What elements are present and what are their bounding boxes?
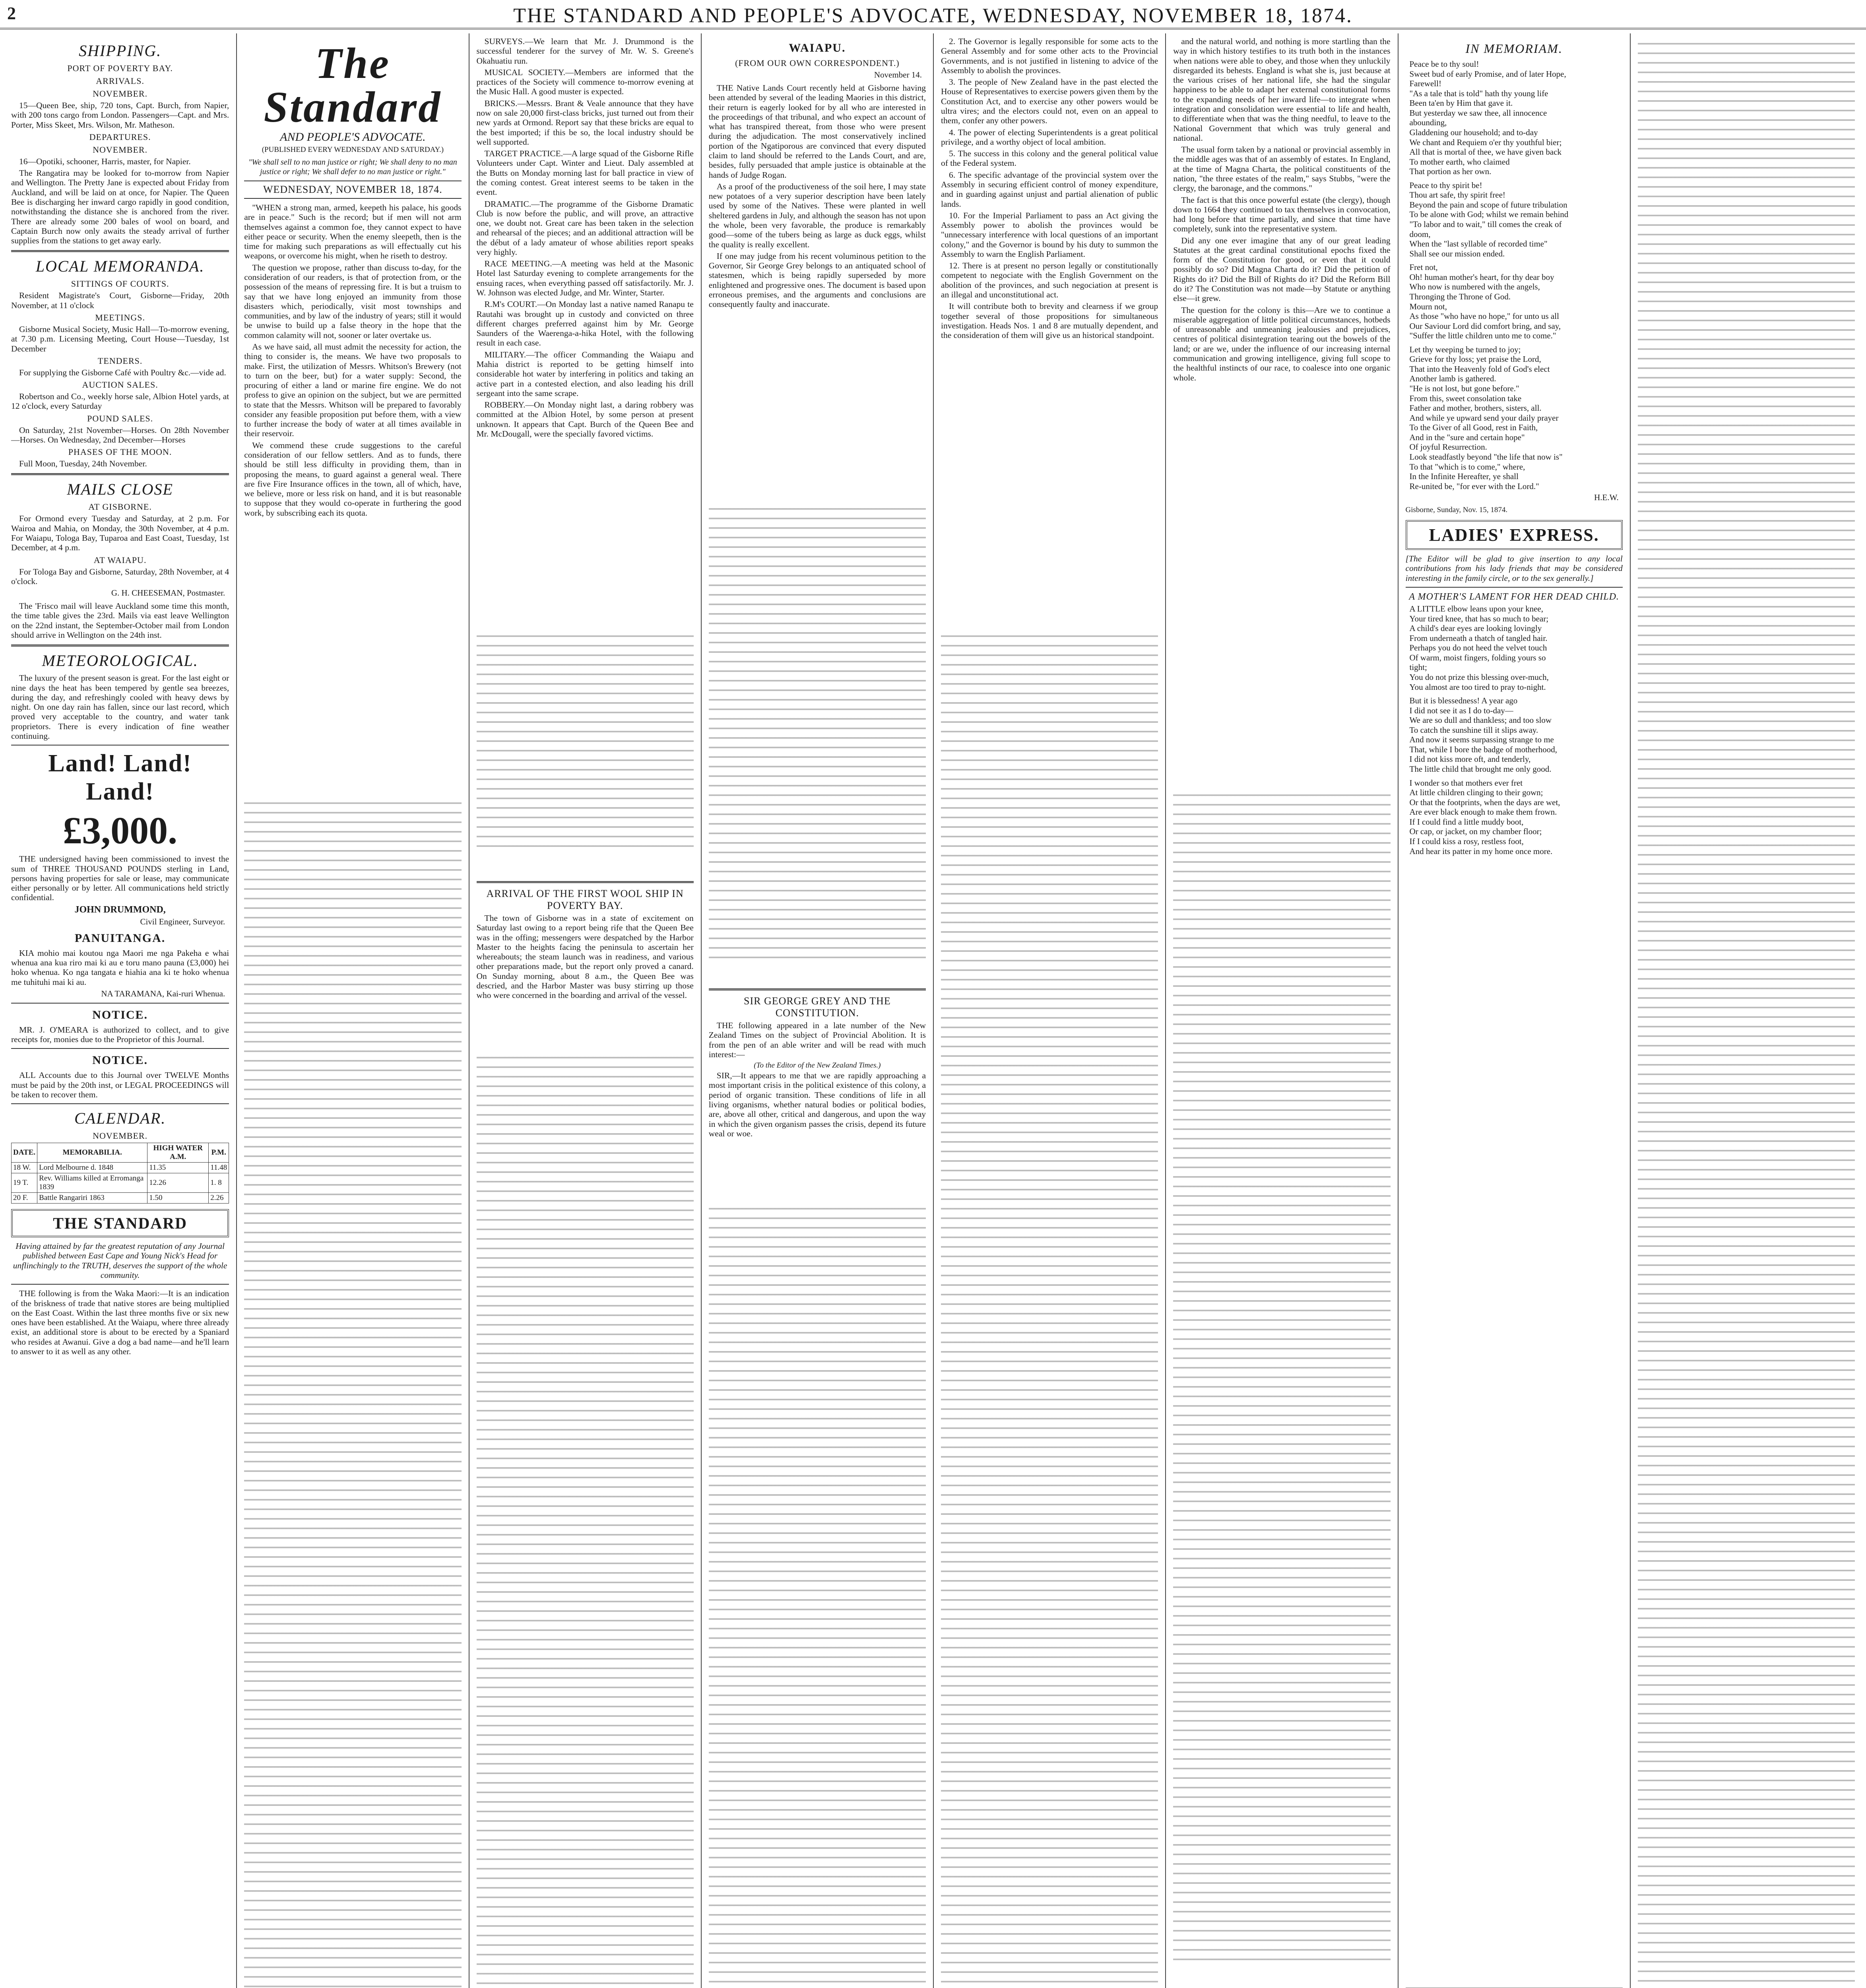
news-item: RACE MEETING.—A meeting was held at the Masonic Hotel last Saturday evening to complete arrangements for the ensuing races, when everything passed off satisfactorily. Mr. J. W. Johnson was elected Judge, and Mr. Winter, Starter. bbox=[476, 259, 694, 298]
panui-text: KIA mohio mai koutou nga Maori me nga Pakeha e whai whenua ana kua riro mai ki au e toru mano pauna (£3,000) hei hoko whenua. Ko nga tangata e hiahia ana ki te hoko whenua me tuhituhi mai ki au. bbox=[11, 948, 229, 987]
waiapu-from: (FROM OUR OWN CORRESPONDENT.) bbox=[735, 58, 900, 68]
notice-text: MR. J. O'MEARA is authorized to collect, and to give receipts for, monies due to the Proprietor of this Journal. bbox=[11, 1025, 229, 1044]
meteorological-text: The luxury of the present season is great. For the last eight or nine days the heat has been tempered by gentle sea breezes, during the day, and refreshingly cooled with heavy dews by night. On one day rain has fallen, since our last record, which proved very acceptable to the country, and water tank proprietors. There is every indication of fine weather continuing. bbox=[11, 673, 229, 741]
poem-line: As those "who have no hope," for unto us all bbox=[1409, 311, 1559, 321]
poem-line: You almost are too tired to pray to-night. bbox=[1409, 682, 1546, 692]
lament-poem-stanza bbox=[1410, 778, 1623, 856]
table-header-cell: MEMORABILIA. bbox=[37, 1143, 147, 1163]
poem-line: I did not see it as I do to-day— bbox=[1409, 705, 1513, 715]
poem-line: Thronging the Throne of God. bbox=[1409, 291, 1511, 301]
auction-text: Robertson and Co., weekly horse sale, Albion Hotel yards, at 12 o'clock, every Saturday bbox=[11, 392, 229, 411]
poem-line: The little child that brought me only good. bbox=[1409, 764, 1552, 774]
news-item: R.M's COURT.—On Monday last a native named Ranapu te Rautahi was brought up in custody and convicted on three different charges preferred against him by Mr. George Saunders of the Waerenga-a-hika Hotel, with the following result in each case. bbox=[476, 299, 694, 348]
poem-line: All that is mortal of thee, we have given back bbox=[1409, 147, 1562, 157]
column-5 bbox=[933, 33, 1165, 1988]
column-7 bbox=[1398, 33, 1630, 1988]
body-text-block bbox=[1638, 37, 1855, 1988]
calendar-month: NOVEMBER. bbox=[93, 1131, 148, 1141]
poem-line: To be alone with God; whilst we remain behind bbox=[1409, 210, 1569, 219]
departures-month: NOVEMBER. bbox=[93, 144, 148, 155]
meteorological-heading: METEOROLOGICAL. bbox=[42, 652, 198, 670]
memoriam-date: Gisborne, Sunday, Nov. 15, 1874. bbox=[1405, 506, 1508, 514]
poem-line: abounding, bbox=[1409, 118, 1447, 128]
body-text-block bbox=[709, 1202, 926, 1988]
poem-line: Our Saviour Lord did comfort bring, and say, bbox=[1409, 321, 1561, 331]
poem-line: Been ta'en by Him that gave it. bbox=[1409, 98, 1513, 108]
poem-line: Mourn not, bbox=[1409, 301, 1447, 311]
poem-line: When the "last syllable of recorded time" bbox=[1409, 239, 1548, 249]
sittings-heading: SITTINGS OF COURTS. bbox=[71, 279, 169, 289]
body-text-block bbox=[1406, 1982, 1623, 1988]
table-cell: 11.48 bbox=[209, 1163, 229, 1173]
poem-line: In the Infinite Hereafter, ye shall bbox=[1409, 472, 1519, 481]
poem-line: Thou art safe, thy spirit free! bbox=[1409, 190, 1505, 200]
poem-line: Your tired knee, that has so much to bear; bbox=[1409, 613, 1549, 623]
column-8 bbox=[1630, 33, 1862, 1988]
divider bbox=[11, 250, 229, 252]
tenders-heading: TENDERS. bbox=[97, 355, 143, 366]
table-cell: 2.26 bbox=[209, 1193, 229, 1204]
grey-intro: THE following appeared in a late number of the New Zealand Times on the subject of Provincial Abolition. It is from the pen of an able writer and will be read with much interest:— bbox=[708, 1021, 926, 1059]
poem-line: doom, bbox=[1409, 229, 1431, 239]
body-text-block bbox=[941, 630, 1158, 1984]
table-header-row bbox=[12, 1143, 229, 1163]
divider bbox=[11, 1103, 229, 1104]
editorial-dateline: WEDNESDAY, NOVEMBER 18, 1874. bbox=[244, 181, 461, 199]
article-paragraph: Did any one ever imagine that any of our great leading Statutes at the great cardinal constitutional epochs fixed the form of the Constitution for good, or even that it could possibly do so? Did Magna Charta do it? Did the petition of Rights do it? Did the Bill of Rights do it? Did the Reform Bill do it? The Constitution was not made—by Statute or anything else—it grew. bbox=[1173, 235, 1391, 303]
poem-line: Are ever black enough to make them frown. bbox=[1409, 807, 1557, 817]
wool-ship-text: The town of Gisborne was in a state of excitement on Saturday last owing to a report being rife that the Queen Bee was in the offing; messengers were despatched by the Harbor Master to the heights facing the peninsula to ascertain her whereabouts; the steam launch was in readiness, and various other preparations made, but the report only proved a canard. On Sunday morning, about 8 a.m., the Queen Bee was descried, and the Harbor Master was busy stirring up those who were concerned in the boarding and arrival of the vessel. bbox=[476, 913, 694, 1000]
poem-line: Sweet bud of early Promise, and of later Hope, bbox=[1409, 69, 1566, 79]
poem-line: "To labor and to wait," till comes the creak of bbox=[1409, 219, 1562, 229]
leader-paragraph: We commend these crude suggestions to the careful consideration of our fellow settlers. And as to funds, there should be still less difficulty in providing them, than in proposing the means, to guard against a general weal. There are five Fire Insurance offices in the town, all of which, have, we believe, more or less risk on hand, and it is but reasonable to suppose that they would co-operate in furthering the good work, by subscribing each its quota. bbox=[244, 440, 462, 518]
table-cell: Rev. Williams killed at Erromanga 1839 bbox=[37, 1173, 147, 1193]
table-cell: Lord Melbourne d. 1848 bbox=[37, 1163, 147, 1173]
table-cell: 19 T. bbox=[12, 1173, 37, 1193]
masthead-title: The Standard bbox=[264, 39, 442, 131]
masthead-motto: "We shall sell to no man justice or right; We shall deny to no man justice or right; We shall defer to no man justice or right." bbox=[248, 158, 457, 176]
article-text: THE following is from the Waka Maori:—It is an indication of the briskness of trade that native stores are being multiplied on the East Coast. Within the last three months five or six new ones have been established. At the Waiapu, where three already exist, an additional store is about to be erected by a Spaniard who resides at Awanui. Give a dog a bad name—and he'll learn to answer to it as well as any other. bbox=[11, 1289, 229, 1356]
column-4 bbox=[701, 33, 933, 1988]
poem-line: To that "which is to come," where, bbox=[1409, 462, 1525, 472]
leader-paragraph: The question we propose, rather than discuss to-day, for the consideration of our readers, is that of protection from, or the possession of the means of repressing fire. It is but a truism to say that we have long enjoyed an immunity from those disasters which, periodically, visit most townships and communities, and by law of the industry of years; still it would be unwise to build up a false theory in the hope that the common calamity will not, sooner or later overtake us. bbox=[244, 262, 462, 340]
table-cell: Battle Rangariri 1863 bbox=[37, 1193, 147, 1204]
poem-line: You do not prize this blessing over-much, bbox=[1409, 672, 1549, 682]
divider bbox=[11, 473, 229, 475]
departure-entry: 16—Opotiki, schooner, Harris, master, for Napier. bbox=[19, 156, 191, 166]
news-item: ROBBERY.—On Monday night last, a daring robbery was committed at the Albion Hotel, by some person at present unknown. It appears that Capt. Burch of the Queen Bee and Mr. McDougall, were the specially favored victims. bbox=[476, 400, 694, 439]
table-cell: 1.50 bbox=[147, 1193, 209, 1204]
memoriam-poem-stanza bbox=[1410, 181, 1623, 259]
divider bbox=[11, 1003, 229, 1004]
column-1 bbox=[4, 33, 236, 1988]
notice-text: ALL Accounts due to this Journal over TWELVE Months must be paid by the 20th inst, or LEGAL PROCEEDINGS will be taken to recover them. bbox=[11, 1070, 229, 1099]
article-paragraph: The question for the colony is this—Are we to continue a miserable aggregation of little political circumstances, hotbeds of unreasonable and unmeaning jealousies and prejudices, centres of political disintegration tearing out the bowels of the land; or are we, under the influence of our increasing internal communication and growing intelligence, giving full scope to the healthful instincts of our race, to coalesce into one organic whole. bbox=[1173, 305, 1391, 382]
table-row bbox=[12, 1173, 229, 1193]
waiapu-paragraph: THE Native Lands Court recently held at Gisborne having been attended by several of the leading Maories in this district, their return is eagerly looked for by all who are interested in the proceedings of that tribunal, and who expect an account of what has transpired thereat, from those who were present during the adjudication. The most conservatively inclined portion of the Ngatiporous are convinced that every disputed claim to land should be referred to the Lands Court, and are, besides, fully persuaded that ample justice is obtainable at the hands of Judge Rogan. bbox=[708, 83, 926, 180]
land-ad-banner: Land! Land! Land! bbox=[48, 750, 192, 806]
notice-heading: NOTICE. bbox=[92, 1008, 148, 1021]
divider bbox=[477, 881, 694, 883]
poem-line: We chant and Requiem o'er thy youthful bier; bbox=[1409, 137, 1562, 147]
leader-paragraph: As we have said, all must admit the necessity for action, the thing to consider is, the means. We have two proposals to make. First, the utilization of Messrs. Whitson's Brewery (not to turn on the beer, but) for a water supply: Second, the procuring of either a land or marine fire engine. We do not profess to give an opinion on the subject, but we are permitted to state that the Messrs. Whitson will be prepared to favorably consider any feasible proposition put before them, with a view to further increase the body of water at all times available in their reservoir. bbox=[244, 342, 462, 439]
lament-poem-stanza bbox=[1410, 696, 1623, 774]
divider bbox=[11, 645, 229, 646]
meetings-heading: MEETINGS. bbox=[95, 312, 145, 322]
mails-waiapu-heading: AT WAIAPU. bbox=[93, 555, 147, 565]
port-heading: PORT OF POVERTY BAY. bbox=[67, 63, 173, 73]
body-text-block bbox=[1173, 789, 1390, 1968]
body-text-block bbox=[477, 630, 694, 855]
divider bbox=[11, 1284, 229, 1285]
auction-heading: AUCTION SALES. bbox=[82, 380, 158, 390]
poem-line: Peace to thy spirit be! bbox=[1409, 180, 1482, 190]
table-cell: 12.26 bbox=[147, 1173, 209, 1193]
departures-heading: DEPARTURES. bbox=[89, 132, 151, 142]
pound-heading: POUND SALES. bbox=[87, 413, 153, 423]
waiapu-paragraph: If one may judge from his recent voluminous petition to the Governor, Sir George Grey belongs to an antiquated school of statesmen, which is being rapidly superseded by more enlightened and progressive ones. The document is based upon erroneous premises, and the arguments and conclusions are consequently faulty and inaccurate. bbox=[708, 251, 926, 309]
land-ad-text: THE undersigned having been commissioned to invest the sum of THREE THOUSAND POUNDS sterling in Land, persons having properties for sale or lease, may communicate either personally or by letter. All communications held strictly confidential. bbox=[11, 854, 229, 903]
page-header-title: THE STANDARD AND PEOPLE'S ADVOCATE, WEDNESDAY, NOVEMBER 18, 1874. bbox=[513, 4, 1353, 27]
table-cell: 1. 8 bbox=[209, 1173, 229, 1193]
column-6 bbox=[1165, 33, 1397, 1988]
news-item: SURVEYS.—We learn that Mr. J. Drummond is the successful tenderer for the survey of Mr. W. S. Greene's Okahuatiu run. bbox=[476, 37, 694, 66]
poem-line: Peace be to thy soul! bbox=[1409, 59, 1479, 69]
poem-line: But it is blessedness! A year ago bbox=[1409, 696, 1518, 706]
table-cell: 11.35 bbox=[147, 1163, 209, 1173]
standard-banner: THE STANDARD bbox=[11, 1209, 229, 1237]
table-cell: 18 W. bbox=[12, 1163, 37, 1173]
poem-line: "He is not lost, but gone before." bbox=[1409, 384, 1519, 393]
pound-text: On Saturday, 21st November—Horses. On 28th November—Horses. On Wednesday, 2nd December—Horses bbox=[11, 425, 229, 445]
divider bbox=[11, 745, 229, 746]
poem-line: At little children clinging to their gown; bbox=[1409, 788, 1543, 798]
poem-line: Of joyful Resurrection. bbox=[1409, 442, 1487, 452]
table-header-cell: DATE. bbox=[12, 1143, 37, 1163]
news-item: MUSICAL SOCIETY.—Members are informed that the practices of the Society will commence to-morrow evening at the Music Hall. A good muster is expected. bbox=[476, 67, 694, 97]
ladies-express-banner: LADIES' EXPRESS. bbox=[1406, 520, 1623, 550]
poem-line: To catch the sunshine till it slips away. bbox=[1409, 725, 1538, 735]
meetings-text: Gisborne Musical Society, Music Hall—To-morrow evening, at 7.30 p.m. Licensing Meeting, Court House—Tuesday, 1st December bbox=[11, 324, 229, 353]
poem-line: That, while I bore the badge of motherhood, bbox=[1409, 744, 1557, 754]
moon-text: Full Moon, Tuesday, 24th November. bbox=[19, 459, 147, 469]
grey-editor-line: (To the Editor of the New Zealand Times.) bbox=[754, 1061, 881, 1070]
poem-line: Farewell! bbox=[1409, 79, 1441, 89]
body-text-block bbox=[477, 1051, 694, 1988]
poem-line: A LITTLE elbow leans upon your knee, bbox=[1409, 604, 1543, 614]
grey-heading: SIR GEORGE GREY AND THE CONSTITUTION. bbox=[744, 995, 891, 1019]
grey-constitution-article bbox=[709, 984, 926, 1140]
poem-line: Perhaps you do not heed the velvet touch bbox=[1409, 643, 1547, 653]
arrival-entry: 15—Queen Bee, ship, 720 tons, Capt. Burch, from Napier, with 200 tons cargo from London. Passengers—Capt. and Mrs. Porter, Miss Skeet, Mrs. Wilson, Mr. Matheson. bbox=[11, 101, 229, 130]
poem-line: Grieve for thy loss; yet praise the Lord, bbox=[1409, 354, 1541, 364]
publication-schedule: (PUBLISHED EVERY WEDNESDAY AND SATURDAY.) bbox=[262, 146, 444, 154]
poem-line: Let thy weeping be turned to joy; bbox=[1409, 344, 1521, 354]
grey-paragraph: SIR,—It appears to me that we are rapidly approaching a most important crisis in the political existence of this colony, a period of organic transition. These conditions of life in all living organisms, whether natural bodies or political bodies, are, above all other, critical and dangerous, and upon the way in which the given organism passes the crisis, depend its future weal or woe. bbox=[708, 1071, 926, 1138]
masthead-subtitle: AND PEOPLE'S ADVOCATE. bbox=[280, 130, 426, 144]
news-item: MILITARY.—The officer Commanding the Waiapu and Mahia district is reported to be getting himself into considerable hot water by interfering in politics and taking an active part in a contested election, and also leading his drill sergeant into the same scrape. bbox=[476, 349, 694, 398]
memoriam-signature: H.E.W. bbox=[1594, 493, 1619, 503]
poem-line: Or that the footprints, when the days are wet, bbox=[1409, 797, 1560, 807]
shipping-heading: SHIPPING. bbox=[79, 42, 162, 60]
poem-line: That portion as her own. bbox=[1409, 167, 1492, 177]
column-2 bbox=[236, 33, 468, 1988]
frisco-note: The 'Frisco mail will leave Auckland some time this month, the time table gives the 23rd. Mails via east leave Wellington on the 22nd instant, the September-October mail from London should arrive in Wellington on the 24th inst. bbox=[11, 601, 229, 640]
memoriam-poem-stanza bbox=[1410, 345, 1623, 491]
news-item: DRAMATIC.—The programme of the Gisborne Dramatic Club is now before the public, and will prove, an attractive one, we doubt not. Great care has been taken in the selection and rehearsal of the pieces; and an additional attraction will be the début of a lady amateur of whose abilities report speaks very highly. bbox=[476, 199, 694, 257]
waiapu-heading: WAIAPU. bbox=[789, 41, 846, 54]
calendar-table bbox=[11, 1143, 229, 1204]
poem-line: That into the Heavenly fold of God's elect bbox=[1409, 364, 1550, 374]
poem-line: Who now is numbered with the angels, bbox=[1409, 282, 1540, 292]
poem-line: From underneath a thatch of tangled hair. bbox=[1409, 633, 1548, 643]
mails-heading: MAILS CLOSE bbox=[67, 480, 173, 499]
table-header-cell: HIGH WATER A.M. bbox=[147, 1143, 209, 1163]
poem-line: And now it seems surpassing strange to me bbox=[1409, 735, 1554, 745]
poem-line: Shall see our mission ended. bbox=[1409, 248, 1505, 258]
divider bbox=[11, 1048, 229, 1049]
wool-ship-article bbox=[477, 876, 694, 1002]
poem-line: If I could find a little muddy boot, bbox=[1409, 817, 1524, 827]
poem-line: Or cap, or jacket, on my chamber floor; bbox=[1409, 827, 1542, 837]
lament-heading: A MOTHER'S LAMENT FOR HER DEAD CHILD. bbox=[1409, 592, 1619, 602]
article-paragraph: It will contribute both to brevity and clearness if we group together several of those propositions for simultaneous investigation. Heads Nos. 1 and 8 are mutually dependent, and the consideration of them will give us an historical standpoint. bbox=[941, 301, 1158, 340]
divider bbox=[1406, 587, 1623, 588]
leader-paragraph: "WHEN a strong man, armed, keepeth his palace, his goods are in peace." Such is the record; but if men will not arm themselves against a common foe, they cannot expect to have either peace or security. When the enemy sleepeth, then is the time for making such preparations as will effectually cut his weapons, or overcome his might, when he riseth to destroy. bbox=[244, 203, 462, 261]
article-paragraph: 3. The people of New Zealand have in the past elected the House of Representatives to exercise powers given them by the Constitution Act, and to exercise any other powers would be ultra vires; and the electors could not, even on an appeal to them, confer any other powers. bbox=[941, 77, 1158, 126]
memoriam-poem-stanza bbox=[1410, 59, 1623, 177]
panui-heading: PANUITANGA. bbox=[74, 931, 166, 945]
poem-line: But yesterday we saw thee, all innocence bbox=[1409, 108, 1547, 118]
mails-gisborne-heading: AT GISBORNE. bbox=[88, 502, 152, 512]
poem-line: Fret not, bbox=[1409, 262, 1438, 272]
news-item: BRICKS.—Messrs. Brant & Veale announce that they have now on sale 20,000 first-class bricks, just turned out from their new yards at Ormond. Report say that these bricks are equal to the best imported; if this be so, the local industry should be well supported. bbox=[476, 98, 694, 147]
table-cell: 20 F. bbox=[12, 1193, 37, 1204]
sittings-text: Resident Magistrate's Court, Gisborne—Friday, 20th November, at 11 o'clock bbox=[11, 291, 229, 310]
arrivals-month: NOVEMBER. bbox=[93, 89, 148, 99]
ladies-express-note: [The Editor will be glad to give insertion to any local contributions from his lady friends that may be considered interesting in the family circle, or to the sex generally.] bbox=[1405, 554, 1623, 583]
news-item: TARGET PRACTICE.—A large squad of the Gisborne Rifle Volunteers under Capt. Winter and Lieut. Daly assembled at the Butts on Monday morning last for ball practice in view of the coming contest. Great interest seems to be taken in the event. bbox=[476, 149, 694, 197]
wool-ship-heading: ARRIVAL OF THE FIRST WOOL SHIP IN POVERTY BAY. bbox=[486, 888, 684, 911]
poem-line: Re-united be, "for ever with the Lord." bbox=[1409, 481, 1539, 491]
article-paragraph: 12. There is at present no person legally or constitutionally competent to negociate with the English Government on the abolition of the provinces, and such negociation at present is an illegal and unconstitutional act. bbox=[941, 261, 1158, 300]
local-memoranda-heading: LOCAL MEMORANDA. bbox=[35, 257, 205, 276]
article-paragraph: 2. The Governor is legally responsible for some acts to the General Assembly and for some other acts to the Provincial Governments, and is not justified in listening to advice of the Assembly to abolish the provinces. bbox=[941, 37, 1158, 75]
poem-line: Look steadfastly beyond "the life that now is" bbox=[1409, 452, 1563, 462]
page-number: 2 bbox=[7, 4, 16, 23]
table-header-cell: P.M. bbox=[209, 1143, 229, 1163]
poem-line: I wonder so that mothers ever fret bbox=[1409, 778, 1523, 788]
divider bbox=[709, 988, 926, 990]
poem-line: Another lamb is gathered. bbox=[1409, 374, 1496, 384]
article-paragraph: and the natural world, and nothing is more startling than the way in which history testifies to its truth both in the instances when nations were able to obey, and those when they unluckily disregarded its behests. England is what she is, just because at the various crises of her national life, she had the singular happiness to be able to adapt her external constitutional forms to the expanding needs of her inward life—to integrate when integration and consolidation were essential to life and health, to differentiate when that was the thing needful, to leave to the National Government that which was truly general and national. bbox=[1173, 37, 1391, 143]
land-ad-signature: JOHN DRUMMOND, bbox=[74, 904, 166, 915]
body-text-block bbox=[709, 503, 926, 966]
poem-line: Gladdening our household; and to-day bbox=[1409, 127, 1538, 137]
tenders-text: For supplying the Gisborne Café with Poultry &c.—vide ad. bbox=[19, 367, 226, 377]
article-paragraph: The fact is that this once powerful estate (the clergy), though down to 1664 they continued to tax themselves in convocation, had long before that time partially, and since that time have completely, sunk into the representative system. bbox=[1173, 195, 1391, 234]
standard-tagline: Having attained by far the greatest reputation of any Journal published between East Cape and Young Nick's Head for unflinchingly to the TRUTH, deserves the support of the whole community. bbox=[13, 1241, 227, 1280]
page-header bbox=[0, 0, 1866, 29]
memoriam-heading: IN MEMORIAM. bbox=[1465, 41, 1563, 56]
poem-line: And while ye upward send your daily prayer bbox=[1409, 413, 1559, 423]
poem-line: To mother earth, who claimed bbox=[1409, 157, 1510, 167]
shipping-note: The Rangatira may be looked for to-morrow from Napier and Wellington. The Pretty Jane is expected about Friday from Auckland, and will be laid on at once, for Napier. The Queen Bee is discharging her inward cargo rapidly in good condition, notwithstanding the distance she is anchored from the river. There are already some 200 bales of wool on board, and Captain Burch now only awaits the steady arrival of further supplies from the stations to get away early. bbox=[11, 168, 229, 246]
postmaster-signature: G. H. CHEESEMAN, Postmaster. bbox=[111, 588, 225, 598]
panui-signature: NA TARAMANA, Kai-ruri Whenua. bbox=[101, 988, 225, 998]
poem-line: "Suffer the little children unto me to come." bbox=[1409, 331, 1556, 341]
mails-text: For Ormond every Tuesday and Saturday, at 2 p.m. For Wairoa and Mahia, on Monday, the 30th November, at 4 p.m. For Waiapu, Tologa Bay, Tuparoa and East Coast, Tuesday, 1st December, at 4 p.m. bbox=[11, 514, 229, 553]
poem-line: Father and mother, brothers, sisters, all. bbox=[1409, 403, 1542, 413]
poem-line: From this, sweet consolation take bbox=[1409, 393, 1522, 403]
waiapu-date: November 14. bbox=[874, 70, 922, 80]
waiapu-paragraph: As a proof of the productiveness of the soil here, I may state new potatoes of a very superior description have been lately used by some of the Natives. These were planted in well sheltered gardens in July, and although the season has not upon the whole, been very favorable, the produce is remarkably good—some of the tubers being as large as duck eggs, whilst the quality is really excellent. bbox=[708, 181, 926, 249]
memoriam-poem-stanza bbox=[1410, 262, 1623, 341]
poem-line: And hear its patter in my home once more. bbox=[1409, 846, 1553, 856]
article-paragraph: The usual form taken by a national or provincial assembly in the middle ages was that of an assembly of estates. In England, at the time of Magna Charta, the political constituents of the nation, "the three estates of the realm," says Stubbs, "were the clergy, the baronage, and the commons." bbox=[1173, 145, 1391, 193]
column-3 bbox=[469, 33, 701, 1988]
table-row bbox=[12, 1163, 229, 1173]
article-paragraph: 6. The specific advantage of the provincial system over the Assembly in securing efficient control of money expenditure, and in guarding against unjust and partial alienation of public lands. bbox=[941, 170, 1158, 209]
table-row bbox=[12, 1193, 229, 1204]
article-paragraph: 4. The power of electing Superintendents is a great political privilege, and a worthy object of local ambition. bbox=[941, 127, 1158, 147]
columns bbox=[4, 33, 1862, 1988]
notice-heading: NOTICE. bbox=[92, 1054, 148, 1067]
body-text-block bbox=[244, 797, 461, 1988]
poem-line: tight; bbox=[1409, 662, 1427, 672]
mails-waiapu-text: For Tologa Bay and Gisborne, Saturday, 28th November, at 4 o'clock. bbox=[11, 567, 229, 586]
poem-line: Oh! human mother's heart, for thy dear boy bbox=[1409, 272, 1554, 282]
lament-poem-stanza bbox=[1410, 604, 1623, 692]
poem-line: I did not kiss more oft, and tenderly, bbox=[1409, 754, 1531, 764]
poem-line: And in the "sure and certain hope" bbox=[1409, 432, 1525, 442]
land-ad-amount: £3,000. bbox=[63, 809, 178, 852]
poem-line: A child's dear eyes are looking lovingly bbox=[1409, 623, 1542, 633]
poem-line: "As a tale that is told" hath thy young life bbox=[1409, 88, 1548, 98]
arrivals-heading: ARRIVALS. bbox=[96, 76, 144, 86]
poem-line: Of warm, moist fingers, folding yours so bbox=[1409, 652, 1546, 662]
calendar-heading: CALENDAR. bbox=[74, 1109, 166, 1128]
article-paragraph: 10. For the Imperial Parliament to pass an Act giving the Assembly power to abolish the provinces would be "unnecessary interference with local questions of an important colony," and the Governor is bound by his duty to summon the Assembly to warn the English Parliament. bbox=[941, 210, 1158, 259]
poem-line: To the Giver of all Good, rest in Faith, bbox=[1409, 423, 1538, 433]
poem-line: We are so dull and thankless; and too slow bbox=[1409, 715, 1552, 725]
poem-line: If I could kiss a rosy, restless foot, bbox=[1409, 836, 1524, 846]
article-paragraph: 5. The success in this colony and the general political value of the Federal system. bbox=[941, 149, 1158, 168]
land-ad-signature-title: Civil Engineer, Surveyor. bbox=[140, 916, 225, 926]
poem-line: Beyond the pain and scope of future tribulation bbox=[1409, 200, 1567, 210]
moon-heading: PHASES OF THE MOON. bbox=[68, 447, 172, 457]
